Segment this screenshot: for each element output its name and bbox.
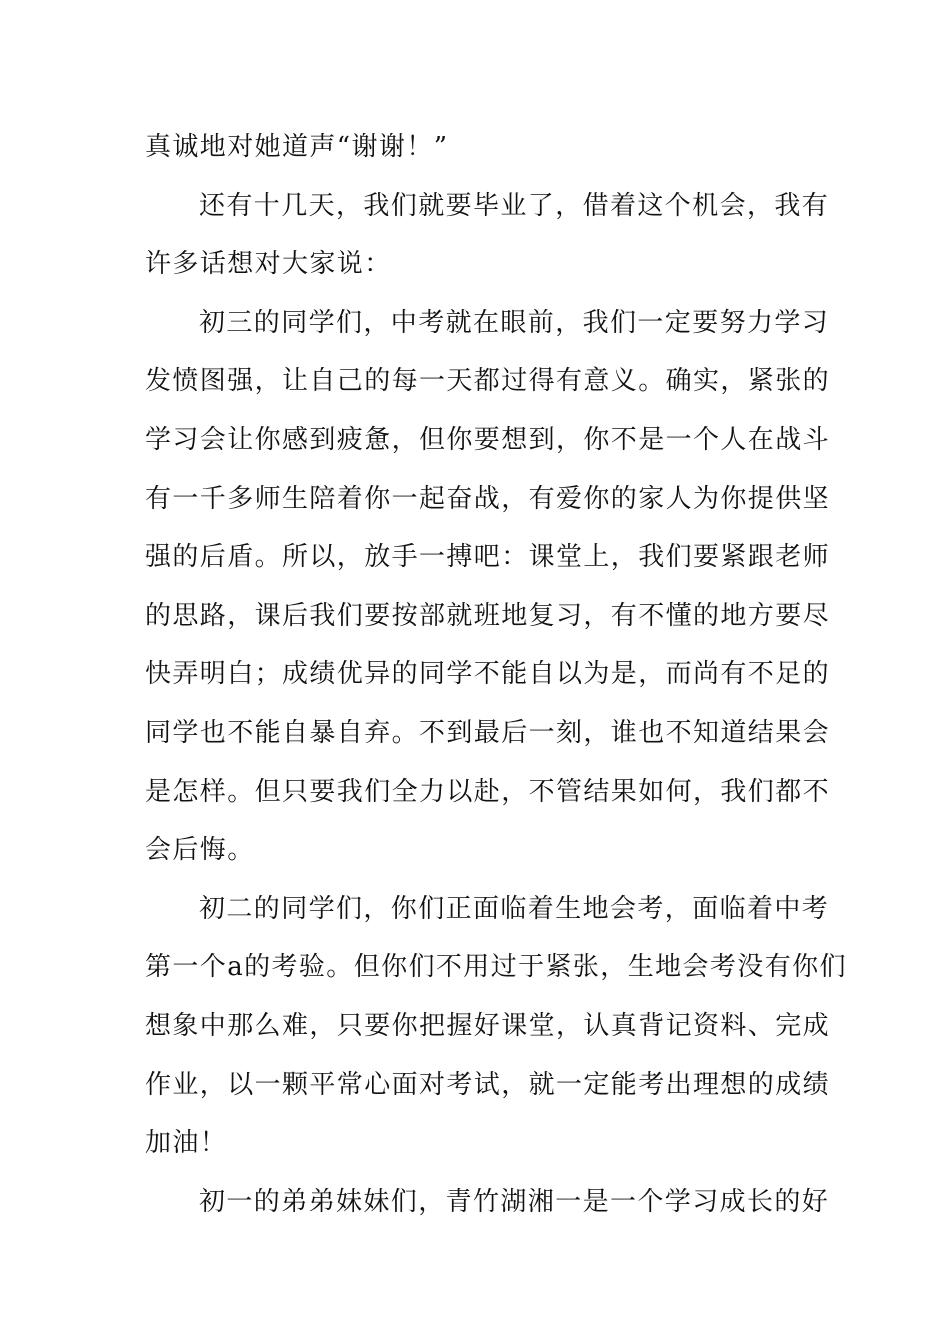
text-line: 学习会让你感到疲惫，但你要想到，你不是一个人在战斗: [145, 424, 831, 455]
text-line: 作业，以一颗平常心面对考试，就一定能考出理想的成绩: [145, 1069, 831, 1100]
text-line: 会后悔。: [145, 835, 255, 866]
text-line: 发愤图强，让自己的每一天都过得有意义。确实，紧张的: [145, 366, 831, 397]
text-line: 初三的同学们，中考就在眼前，我们一定要努力学习: [199, 307, 830, 338]
text-line: 许多话想对大家说：: [145, 249, 392, 280]
text-line: 有一千多师生陪着你一起奋战，有爱你的家人为你提供坚: [145, 483, 831, 514]
text-line: 强的后盾。所以，放手一搏吧：课堂上，我们要紧跟老师: [145, 542, 831, 573]
text-line: 初一的弟弟妹妹们，青竹湖湘一是一个学习成长的好: [199, 1186, 830, 1217]
text-line: 初二的同学们，你们正面临着生地会考，面临着中考: [199, 893, 830, 924]
text-line: 加油！: [145, 1128, 228, 1159]
text-line: 想象中那么难，只要你把握好课堂，认真背记资料、完成: [145, 1010, 831, 1041]
text-line: 快弄明白；成绩优异的同学不能自以为是，而尚有不足的: [145, 659, 831, 690]
text-line: 的思路，课后我们要按部就班地复习，有不懂的地方要尽: [145, 600, 831, 631]
text-line: 同学也不能自暴自弃。不到最后一刻，谁也不知道结果会: [145, 717, 831, 748]
text-line: 第一个a的考验。但你们不用过于紧张，生地会考没有你们: [145, 952, 847, 983]
text-line: 还有十几天，我们就要毕业了，借着这个机会，我有: [199, 190, 830, 221]
body-text: [145, 118, 847, 1231]
text-line: 是怎样。但只要我们全力以赴，不管结果如何，我们都不: [145, 776, 831, 807]
text-line: 真诚地对她道声“谢谢！”: [145, 132, 449, 162]
